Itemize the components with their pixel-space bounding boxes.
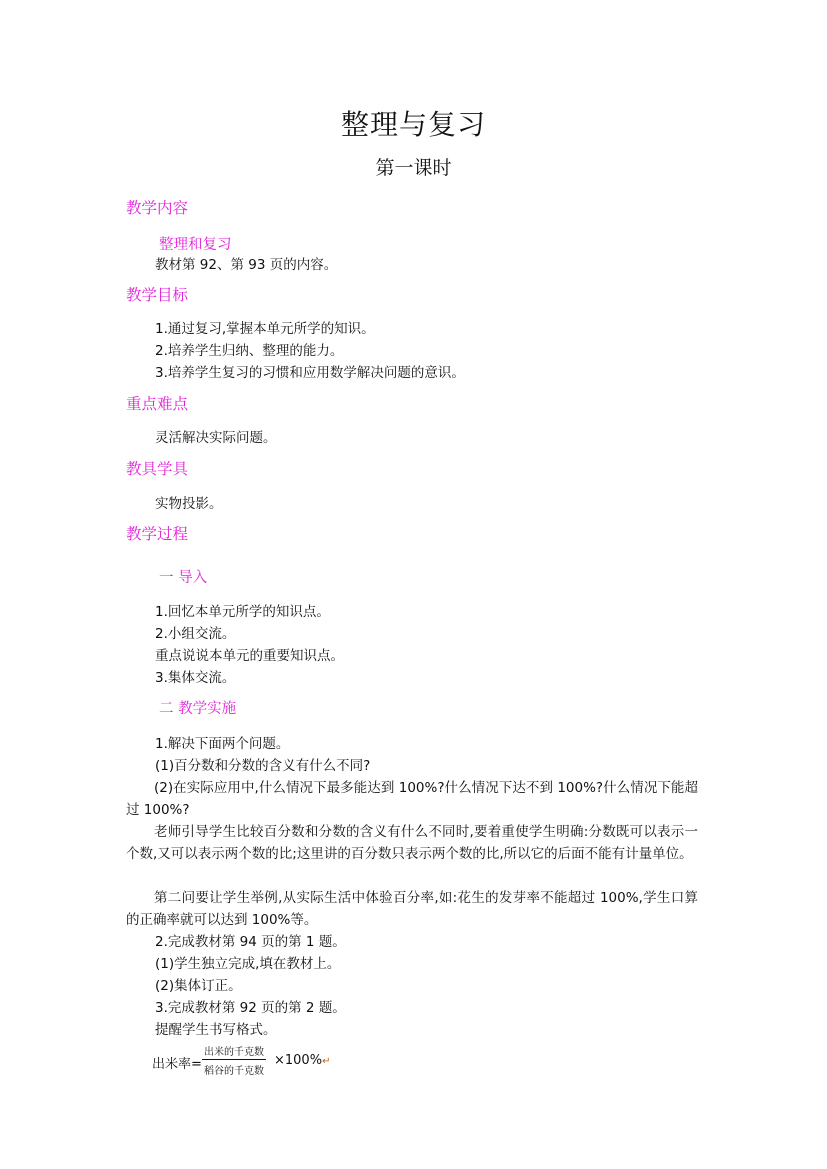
tools-text: 实物投影。 [155, 496, 223, 512]
formula-fraction [202, 1043, 266, 1077]
section-heading-tools: 教具学具 [126, 460, 189, 478]
formula-lhs: 出米率= [152, 1057, 202, 1072]
part2-paragraph: 第二问要让学生举例,从实际生活中体验百分率,如:花生的发芽率不能超过 100%,学生口算的正确率就可以达到 100%等。 [126, 890, 698, 928]
part1-line: 2.小组交流。 [155, 626, 236, 642]
part2-line: 3.完成教材第 92 页的第 2 题。 [155, 1000, 346, 1016]
part2-line: 提醒学生书写格式。 [155, 1022, 277, 1038]
formula-rhs-text: ×100% [274, 1053, 323, 1068]
rice-yield-formula [152, 1043, 352, 1085]
paragraph-mark-icon: ↵ [322, 1056, 331, 1067]
part1-line: 3.集体交流。 [155, 670, 236, 686]
part2-paragraph: (2)在实际应用中,什么情况下最多能达到 100%?什么情况下达不到 100%?什么情况下能超过 100%? [126, 780, 698, 818]
page-title: 整理与复习 [340, 108, 486, 141]
section-heading-process: 教学过程 [126, 525, 189, 543]
lesson-subtitle: 第一课时 [375, 157, 452, 179]
goal-item: 1.通过复习,掌握本单元所学的知识。 [155, 321, 375, 337]
part2-line: 2.完成教材第 94 页的第 1 题。 [155, 934, 346, 950]
part2-paragraph: 老师引导学生比较百分数和分数的含义有什么不同时,要着重使学生明确:分数既可以表示一个数,又可以表示两个数的比;这里讲的百分数只表示两个数的比,所以它的后面不能有计量单位。 [126, 824, 698, 862]
part1-line: 重点说说本单元的重要知识点。 [155, 648, 344, 664]
part2-line: (1)百分数和分数的含义有什么不同? [155, 758, 371, 774]
part2-heading: 二 教学实施 [159, 701, 237, 717]
section-heading-keypoints: 重点难点 [126, 395, 189, 413]
formula-numerator: 出米的千克数 [202, 1043, 266, 1060]
part1-line: 1.回忆本单元所学的知识点。 [155, 604, 330, 620]
part2-line: 1.解决下面两个问题。 [155, 736, 290, 752]
keypoints-text: 灵活解决实际问题。 [155, 430, 277, 446]
content-text: 教材第 92、第 93 页的内容。 [155, 257, 338, 273]
content-subheading: 整理和复习 [159, 237, 232, 253]
formula-denominator: 稻谷的千克数 [204, 1066, 264, 1077]
section-heading-content: 教学内容 [126, 199, 189, 217]
part2-line: (1)学生独立完成,填在教材上。 [155, 956, 341, 972]
part1-heading: 一 导入 [159, 570, 208, 586]
goal-item: 3.培养学生复习的习惯和应用数学解决问题的意识。 [155, 365, 465, 381]
formula-rhs [274, 1053, 330, 1068]
part2-line: (2)集体订正。 [155, 978, 242, 994]
goal-item: 2.培养学生归纳、整理的能力。 [155, 343, 344, 359]
section-heading-goals: 教学目标 [126, 286, 189, 304]
